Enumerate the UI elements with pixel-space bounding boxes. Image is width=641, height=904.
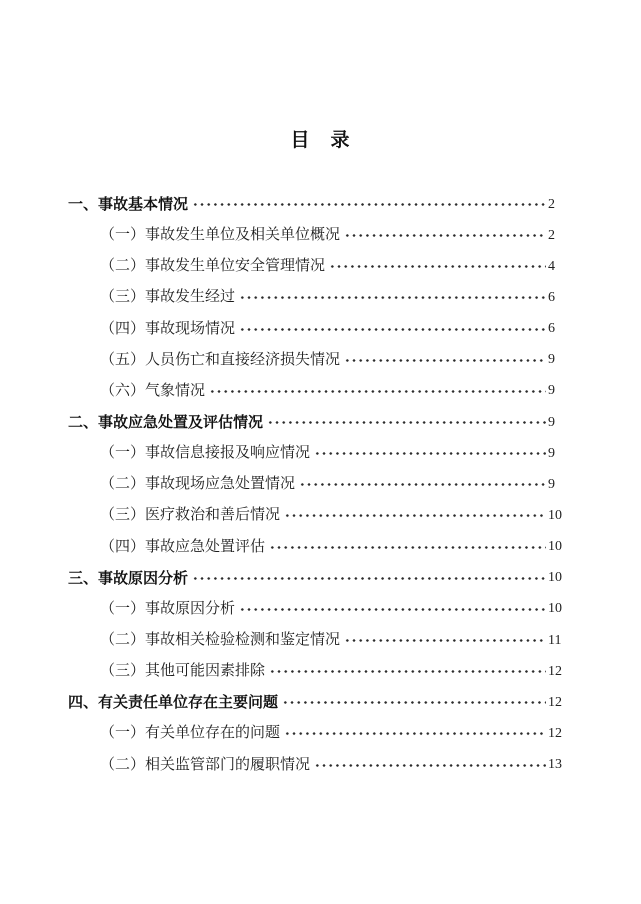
- toc-entry-label: （四）事故应急处置评估: [100, 538, 266, 555]
- toc-entry-label: 三、事故原因分析: [68, 569, 189, 587]
- toc-entry[interactable]: [68, 282, 566, 313]
- toc-entry-label: （二）事故发生单位安全管理情况: [100, 258, 326, 275]
- toc-entry-label: （五）人员伤亡和直接经济损失情况: [100, 351, 341, 368]
- toc-entry[interactable]: [68, 500, 566, 531]
- toc-entry-label: （二）相关监管部门的履职情况: [100, 756, 311, 773]
- toc-entry-page: 9: [548, 445, 555, 461]
- toc-entry-page: 11: [548, 632, 562, 648]
- toc-entry-page: 9: [548, 414, 555, 430]
- toc-entry-label: （三）医疗救治和善后情况: [100, 507, 281, 524]
- toc-entry-label: （三）事故发生经过: [100, 289, 236, 306]
- toc-entry[interactable]: [68, 438, 566, 469]
- toc-entry-page: 9: [548, 383, 555, 399]
- dot-leader: [282, 687, 546, 718]
- toc-entry-page: 10: [548, 570, 562, 586]
- toc-entry[interactable]: [68, 656, 566, 687]
- toc-entry-page: 2: [548, 196, 555, 212]
- toc-entry[interactable]: [68, 345, 566, 376]
- toc-entry-label: 二、事故应急处置及评估情况: [68, 414, 264, 432]
- toc-entry-label: 四、有关责任单位存在主要问题: [68, 694, 279, 712]
- dot-leader: [329, 251, 546, 282]
- toc-entry-page: 9: [548, 476, 555, 492]
- toc-entry[interactable]: [68, 718, 566, 749]
- toc-entry[interactable]: [68, 189, 566, 220]
- toc-entry[interactable]: [68, 220, 566, 251]
- dot-leader: [239, 282, 546, 313]
- toc-entry-page: 6: [548, 321, 555, 337]
- dot-leader: [267, 407, 546, 438]
- dot-leader: [344, 220, 546, 251]
- toc-entry[interactable]: [68, 532, 566, 563]
- dot-leader: [239, 594, 546, 625]
- toc-entry[interactable]: [68, 251, 566, 282]
- dot-leader: [344, 345, 546, 376]
- dot-leader: [239, 314, 546, 345]
- dot-leader: [344, 625, 546, 656]
- toc-entry-page: 10: [548, 539, 562, 555]
- toc-entry-page: 12: [548, 663, 562, 679]
- dot-leader: [314, 750, 546, 781]
- toc-entry[interactable]: [68, 469, 566, 500]
- dot-leader: [284, 718, 546, 749]
- toc-entry-label: （一）事故原因分析: [100, 600, 236, 617]
- dot-leader: [284, 500, 546, 531]
- toc-entry-page: 10: [548, 601, 562, 617]
- page-title: 目 录: [290, 130, 351, 151]
- toc-entry-label: （四）事故现场情况: [100, 320, 236, 337]
- toc-entry-page: 4: [548, 258, 555, 274]
- toc-entry-label: （一）事故信息接报及响应情况: [100, 445, 311, 462]
- toc-entry-label: （一）有关单位存在的问题: [100, 725, 281, 742]
- dot-leader: [269, 532, 546, 563]
- toc-entry[interactable]: [68, 563, 566, 594]
- toc-entry[interactable]: [68, 314, 566, 345]
- toc-entry[interactable]: [68, 750, 566, 781]
- toc-entry-page: 2: [548, 227, 555, 243]
- table-of-contents: [68, 189, 566, 781]
- toc-entry-label: （三）其他可能因素排除: [100, 663, 266, 680]
- toc-entry-page: 12: [548, 725, 562, 741]
- toc-entry-page: 12: [548, 694, 562, 710]
- toc-entry[interactable]: [68, 625, 566, 656]
- toc-entry-label: （六）气象情况: [100, 382, 206, 399]
- dot-leader: [269, 656, 546, 687]
- toc-entry-label: （二）事故相关检验检测和鉴定情况: [100, 632, 341, 649]
- dot-leader: [209, 376, 546, 407]
- toc-entry[interactable]: [68, 594, 566, 625]
- toc-entry[interactable]: [68, 376, 566, 407]
- toc-entry-page: 13: [548, 757, 562, 773]
- toc-entry-page: 6: [548, 289, 555, 305]
- toc-entry-page: 9: [548, 352, 555, 368]
- dot-leader: [314, 438, 546, 469]
- toc-entry[interactable]: [68, 407, 566, 438]
- toc-entry-label: （一）事故发生单位及相关单位概况: [100, 227, 341, 244]
- toc-entry-label: （二）事故现场应急处置情况: [100, 476, 296, 493]
- dot-leader: [299, 469, 546, 500]
- toc-entry-page: 10: [548, 507, 562, 523]
- toc-entry[interactable]: [68, 687, 566, 718]
- dot-leader: [192, 189, 546, 220]
- toc-entry-label: 一、事故基本情况: [68, 196, 189, 214]
- dot-leader: [192, 563, 546, 594]
